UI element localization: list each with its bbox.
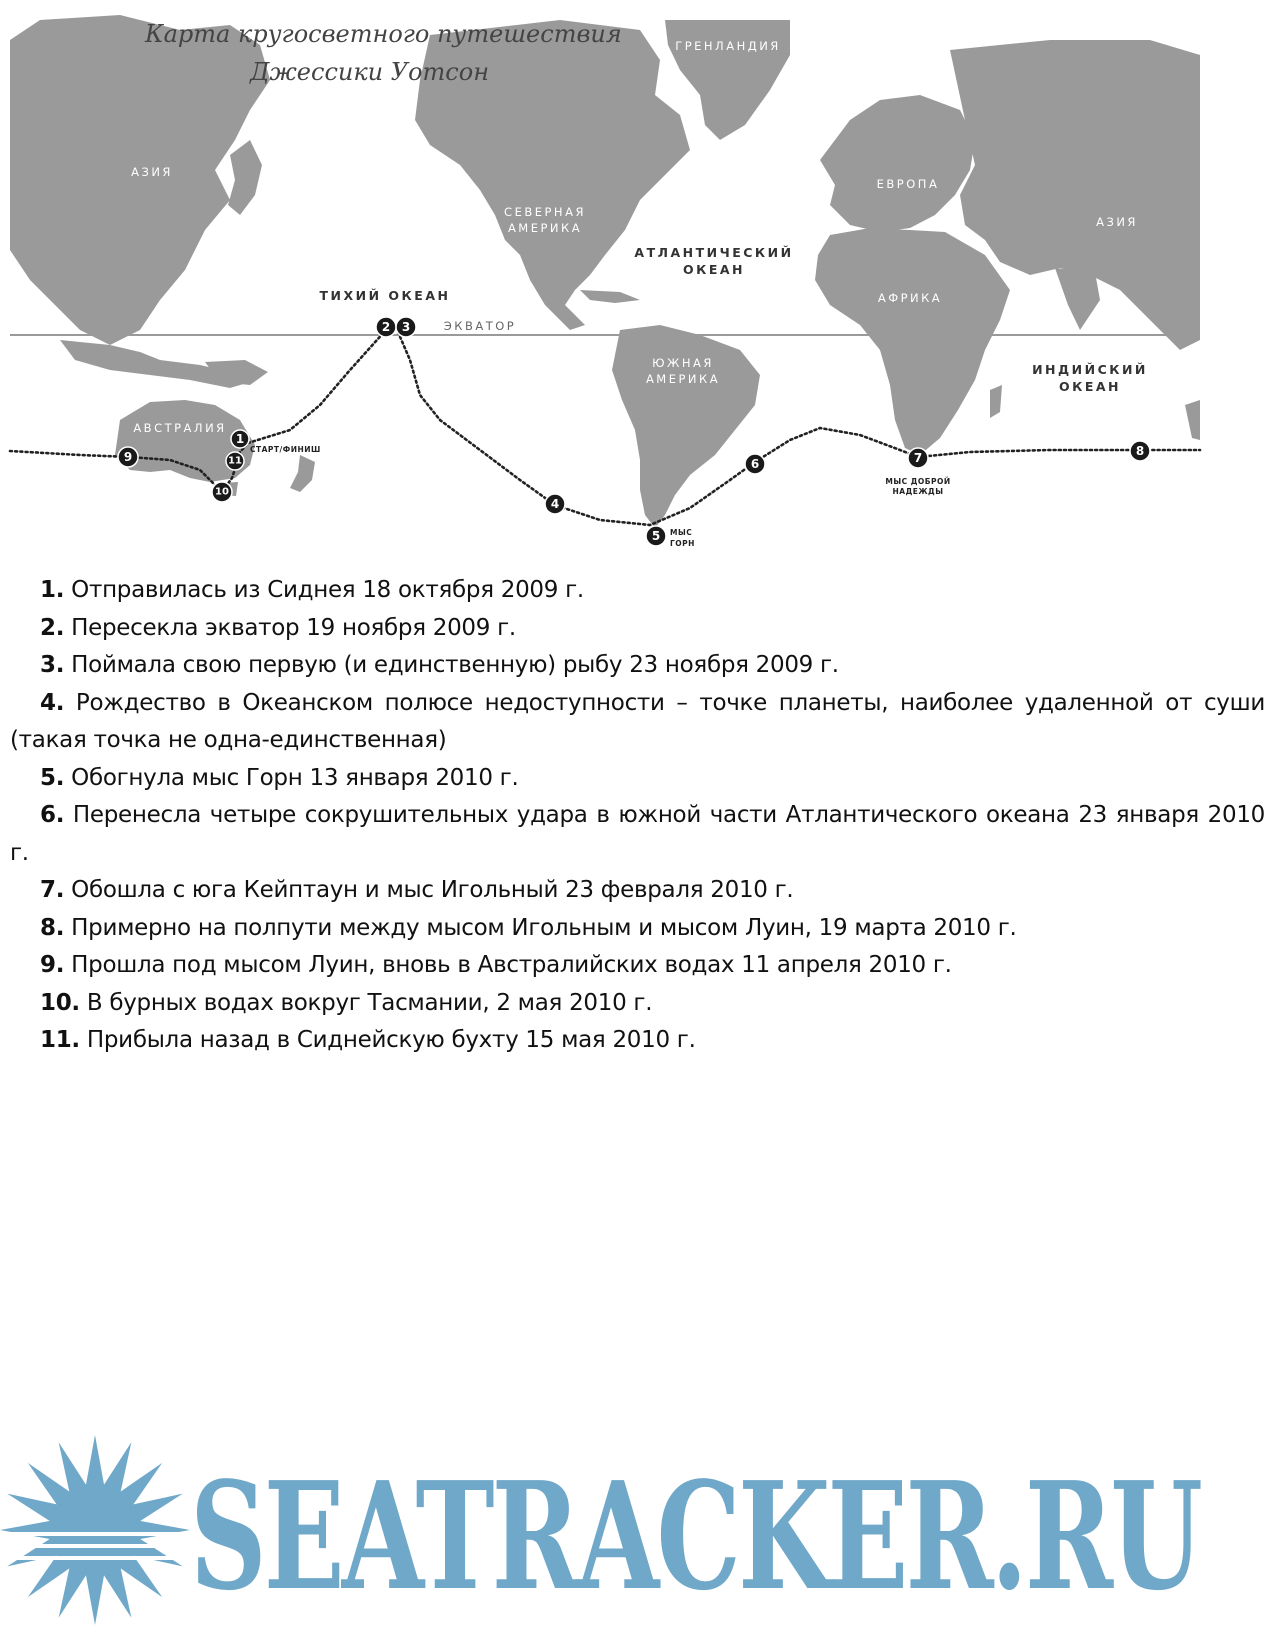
svg-text:1: 1: [235, 432, 245, 446]
label-indian-2: ОКЕАН: [1058, 379, 1122, 394]
land-new-zealand: [290, 455, 315, 492]
event-item: [10, 572, 1265, 610]
label-cape-horn-1: МЫС: [670, 528, 693, 537]
svg-text:4: 4: [550, 497, 560, 511]
event-item: [10, 872, 1265, 910]
event-item: [10, 985, 1265, 1023]
event-number: 1.: [40, 577, 65, 603]
svg-text:8: 8: [1135, 444, 1145, 458]
svg-text:2: 2: [381, 320, 391, 334]
seatracker-logo[interactable]: [0, 1370, 1275, 1650]
label-africa: АФРИКА: [877, 291, 943, 305]
label-cape-horn-2: ГОРН: [670, 539, 695, 548]
map-title-line1: Карта кругосветного путешествия: [145, 20, 622, 48]
event-number: 4.: [40, 689, 65, 716]
marker-11: [226, 452, 244, 470]
land-caribbean: [580, 290, 640, 303]
event-number: 10.: [40, 989, 80, 1016]
event-text: Прибыла назад в Сиднейскую бухту 15 мая 2010 г.: [79, 1027, 696, 1053]
svg-text:11: 11: [228, 455, 242, 467]
event-text: Обошла с юга Кейптаун и мыс Игольный 23 февраля 2010 г.: [64, 877, 794, 903]
label-north-america-2: АМЕРИКА: [507, 221, 583, 235]
event-number: 6.: [40, 802, 65, 828]
marker-9: [118, 447, 138, 467]
event-text: Прошла под мысом Луин, вновь в Австралийских водах 11 апреля 2010 г.: [64, 952, 952, 978]
voyage-events-list: [10, 572, 1265, 1060]
land-africa: [815, 228, 1010, 455]
land-greenland: [665, 20, 790, 140]
label-atlantic-1: АТЛАНТИЧЕСКИЙ: [634, 245, 794, 260]
svg-text:10: 10: [215, 486, 229, 498]
land-india: [1055, 268, 1100, 330]
event-item: [10, 760, 1265, 798]
event-item: [10, 1022, 1265, 1060]
event-item: [10, 685, 1265, 760]
event-text: В бурных водах вокруг Тасмании, 2 мая 2010 г.: [79, 989, 653, 1016]
marker-10: [212, 482, 232, 502]
marker-5: [646, 526, 666, 546]
event-number: 11.: [40, 1027, 80, 1053]
svg-text:9: 9: [123, 450, 133, 464]
svg-text:6: 6: [750, 457, 760, 471]
sun-icon: [0, 1435, 195, 1625]
label-south-america-2: АМЕРИКА: [645, 372, 721, 386]
event-text: Обогнула мыс Горн 13 января 2010 г.: [64, 764, 519, 791]
label-greenland: ГРЕНЛАНДИЯ: [675, 39, 781, 53]
event-text: Пересекла экватор 19 ноября 2009 г.: [64, 614, 516, 641]
logo-text: SEATRACKER.RU: [190, 1449, 1201, 1623]
event-number: 2.: [40, 614, 65, 641]
label-cape-good-hope-2: НАДЕЖДЫ: [892, 487, 944, 496]
label-north-america-1: СЕВЕРНАЯ: [504, 205, 586, 219]
label-indian-1: ИНДИЙСКИЙ: [1032, 362, 1148, 377]
event-item: [10, 910, 1265, 948]
event-text: Перенесла четыре сокрушительных удара в южной части Атлантического океана 23 января 2010 г.: [10, 802, 1265, 866]
world-map: [0, 0, 1275, 580]
event-number: 3.: [40, 652, 65, 678]
marker-7: [908, 448, 928, 468]
svg-text:3: 3: [401, 320, 411, 334]
event-text: Рождество в Океанском полюсе недоступности – точке планеты, наиболее удаленной от суши (такая точка не одна-единственная): [10, 689, 1265, 753]
event-text: Примерно на полпути между мысом Игольным и мысом Луин, 19 марта 2010 г.: [64, 914, 1017, 941]
label-cape-good-hope-1: МЫС ДОБРОЙ: [885, 477, 951, 486]
land-europe: [820, 95, 975, 232]
event-item: [10, 647, 1265, 685]
event-number: 5.: [40, 764, 65, 791]
label-asia-left: АЗИЯ: [131, 165, 173, 179]
label-atlantic-2: ОКЕАН: [682, 262, 746, 277]
marker-8: [1130, 441, 1150, 461]
label-equator: ЭКВАТОР: [443, 319, 517, 333]
svg-text:5: 5: [651, 529, 661, 543]
label-asia-right: АЗИЯ: [1096, 215, 1138, 229]
marker-4: [545, 494, 565, 514]
land-japan: [228, 140, 262, 215]
event-text: Поймала свою первую (и единственную) рыбу 23 ноября 2009 г.: [64, 652, 839, 678]
label-australia: АВСТРАЛИЯ: [133, 421, 227, 435]
land-east-asia: [10, 15, 270, 345]
marker-6: [745, 454, 765, 474]
event-text: Отправилась из Сиднея 18 октября 2009 г.: [64, 577, 584, 603]
event-number: 8.: [40, 914, 65, 941]
label-europe: ЕВРОПА: [876, 177, 940, 191]
marker-3: [396, 317, 416, 337]
map-title-line2: Джессики Уотсон: [250, 58, 490, 86]
event-number: 9.: [40, 952, 65, 978]
event-item: [10, 797, 1265, 872]
event-item: [10, 947, 1265, 985]
event-item: [10, 610, 1265, 648]
label-start-finish: СТАРТ/ФИНИШ: [250, 445, 321, 454]
land-right-islands: [1185, 400, 1200, 440]
marker-2: [376, 317, 396, 337]
label-pacific: ТИХИЙ ОКЕАН: [319, 288, 451, 303]
event-number: 7.: [40, 877, 65, 903]
marker-1: [231, 430, 249, 448]
land-madagascar: [990, 385, 1002, 418]
label-south-america-1: ЮЖНАЯ: [652, 356, 714, 370]
svg-text:7: 7: [913, 451, 923, 465]
